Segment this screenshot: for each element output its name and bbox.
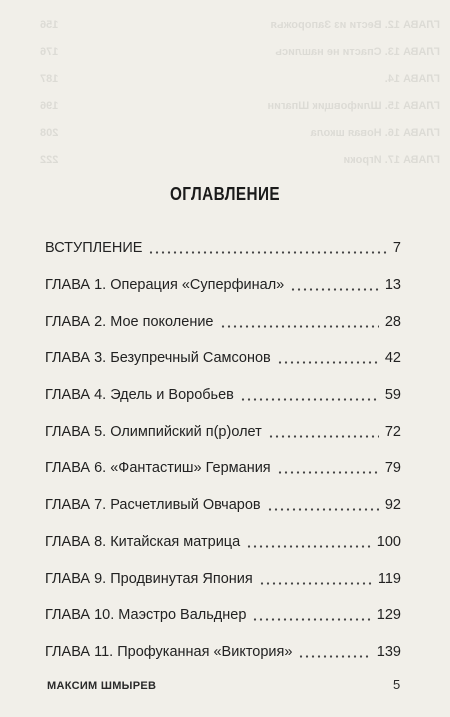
dot-leader — [246, 545, 371, 548]
bleed-through-page: 176 — [40, 46, 59, 58]
toc-entry-page: 59 — [384, 387, 401, 404]
toc-entry-page: 42 — [384, 350, 401, 367]
toc-entry-page: 28 — [384, 313, 401, 330]
bleed-through-row — [40, 66, 440, 93]
dot-leader — [148, 251, 387, 254]
toc-entry-label: ГЛАВА 2. Мое поколение — [45, 313, 214, 330]
bleed-through-page: 187 — [40, 73, 59, 85]
dot-leader — [290, 288, 379, 291]
toc-entry — [45, 377, 401, 414]
toc-entry-page: 7 — [392, 240, 401, 257]
toc-entry-label: ГЛАВА 1. Операция «Суперфинал» — [45, 277, 285, 294]
toc-entry — [45, 267, 401, 304]
toc-entry-label: ГЛАВА 9. Продвинутая Япония — [45, 570, 253, 587]
toc-entry-label: ГЛАВА 7. Расчетливый Овчаров — [45, 497, 261, 514]
toc-entry — [45, 560, 401, 597]
toc-entry — [45, 340, 401, 377]
bleed-through-label: ГЛАВА 16. Новая школа — [310, 127, 440, 139]
toc-entry-page: 72 — [384, 423, 401, 440]
toc-entry-page: 13 — [384, 277, 401, 294]
toc-entry-label: ГЛАВА 3. Безупречный Самсонов — [45, 350, 271, 367]
toc-entry-page: 129 — [376, 607, 401, 624]
bleed-through-label: ГЛАВА 15. Шлифовщик Шпагин — [267, 100, 440, 112]
dot-leader — [268, 435, 379, 438]
bleed-through-label: ГЛАВА 17. Игроки — [343, 154, 440, 166]
bleed-through-page: 156 — [40, 19, 59, 31]
toc-entry-page: 100 — [376, 533, 401, 550]
toc-entry — [45, 413, 401, 450]
toc-entry — [45, 487, 401, 524]
dot-leader — [220, 325, 379, 328]
toc-entry-label: ГЛАВА 10. Маэстро Вальднер — [45, 607, 247, 624]
bleed-through-page: 222 — [40, 154, 59, 166]
bleed-through-row — [40, 147, 440, 174]
toc-entry — [45, 597, 401, 634]
bleed-through-label: ГЛАВА 13. Спасти не нашлись — [275, 46, 440, 58]
dot-leader — [252, 618, 370, 621]
toc-entry-label: ГЛАВА 6. «Фантастиш» Германия — [45, 460, 271, 477]
dot-leader — [298, 655, 370, 658]
bleed-through-row — [40, 120, 440, 147]
table-of-contents — [45, 230, 401, 670]
bleed-through-label: ГЛАВА 14. — [384, 73, 440, 85]
dot-leader — [259, 582, 372, 585]
toc-entry — [45, 524, 401, 561]
dot-leader — [277, 471, 379, 474]
toc-entry-page: 139 — [376, 643, 401, 660]
toc-entry-label: ГЛАВА 11. Профуканная «Виктория» — [45, 643, 293, 660]
dot-leader — [277, 361, 379, 364]
bleed-through-row — [40, 39, 440, 66]
toc-entry-page: 92 — [384, 497, 401, 514]
toc-entry-page: 79 — [384, 460, 401, 477]
toc-entry — [45, 634, 401, 671]
dot-leader — [240, 398, 379, 401]
toc-entry-page: 119 — [377, 570, 401, 587]
bleed-through-row — [40, 12, 440, 39]
dot-leader — [267, 508, 379, 511]
page-number: 5 — [393, 677, 401, 692]
toc-entry-label: ГЛАВА 8. Китайская матрица — [45, 533, 241, 550]
bleed-through-page: 208 — [40, 127, 59, 139]
toc-entry-label: ГЛАВА 5. Олимпийский п(р)олет — [45, 423, 262, 440]
toc-title: ОГЛАВЛЕНИЕ — [169, 184, 281, 204]
toc-entry-label: ГЛАВА 4. Эдель и Воробьев — [45, 387, 234, 404]
running-footer-author: МАКСИМ ШМЫРЕВ — [47, 680, 157, 692]
bleed-through-text — [40, 12, 440, 174]
bleed-through-page: 196 — [40, 100, 59, 112]
bleed-through-label: ГЛАВА 12. Вести из Запорожья — [270, 19, 440, 31]
bleed-through-row — [40, 93, 440, 120]
toc-entry — [45, 303, 401, 340]
toc-entry — [45, 450, 401, 487]
toc-entry — [45, 230, 401, 267]
toc-entry-label: ВСТУПЛЕНИЕ — [45, 240, 143, 257]
